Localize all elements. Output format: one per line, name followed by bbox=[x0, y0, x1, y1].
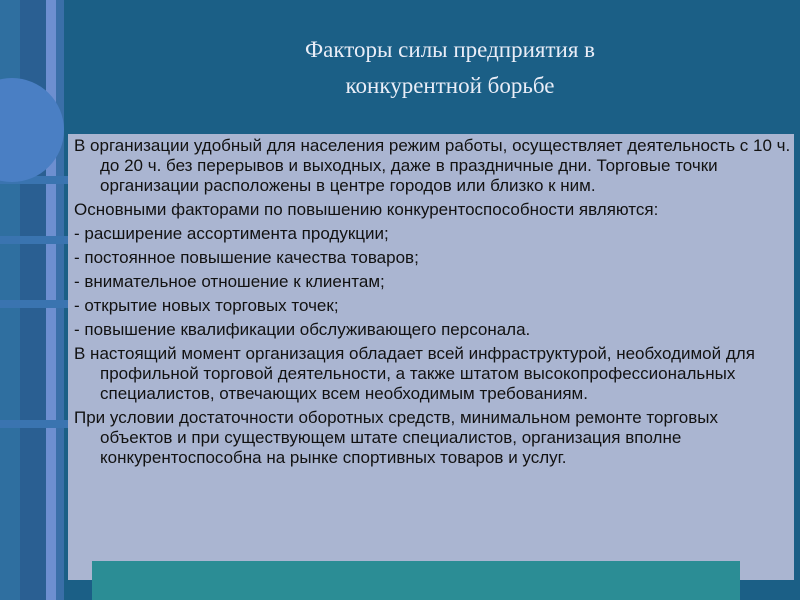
list-item: - внимательное отношение к клиентам; bbox=[74, 272, 385, 291]
list-item: - повышение квалификации обслуживающего персонала. bbox=[74, 320, 531, 339]
paragraph: Основными факторами по повышению конкурентоспособности являются: bbox=[74, 200, 659, 219]
body-text bbox=[74, 136, 792, 472]
paragraph: При условии достаточности оборотных средств, минимальном ремонте торговых объектов и при существующем штате специалистов, организация вполне конкурентоспособна на рынке спортивных товаров и услуг. bbox=[74, 408, 718, 467]
title-line: конкурентной борьбе bbox=[345, 73, 555, 98]
list-item: - открытие новых торговых точек; bbox=[74, 296, 339, 315]
accent-bar bbox=[92, 561, 740, 600]
title-line: Факторы силы предприятия в bbox=[304, 37, 596, 62]
paragraph: В настоящий момент организация обладает всей инфраструктурой, необходимой для профильной торговой деятельности, а также штатом высокопрофессиональных специалистов, отвечающих всем необходимым требованиям. bbox=[74, 344, 755, 403]
decorative-band bbox=[0, 236, 70, 244]
decorative-band bbox=[0, 300, 70, 308]
list-item: - постоянное повышение качества товаров; bbox=[74, 248, 419, 267]
paragraph: В организации удобный для населения режим работы, осуществляет деятельность с 10 ч. до 20 ч. без перерывов и выходных, даже в праздничные дни. Торговые точки организации расположены в центре городов или близко к ним. bbox=[74, 136, 791, 195]
decorative-band bbox=[0, 420, 70, 428]
slide-title bbox=[150, 32, 750, 104]
list-item: - расширение ассортимента продукции; bbox=[74, 224, 389, 243]
